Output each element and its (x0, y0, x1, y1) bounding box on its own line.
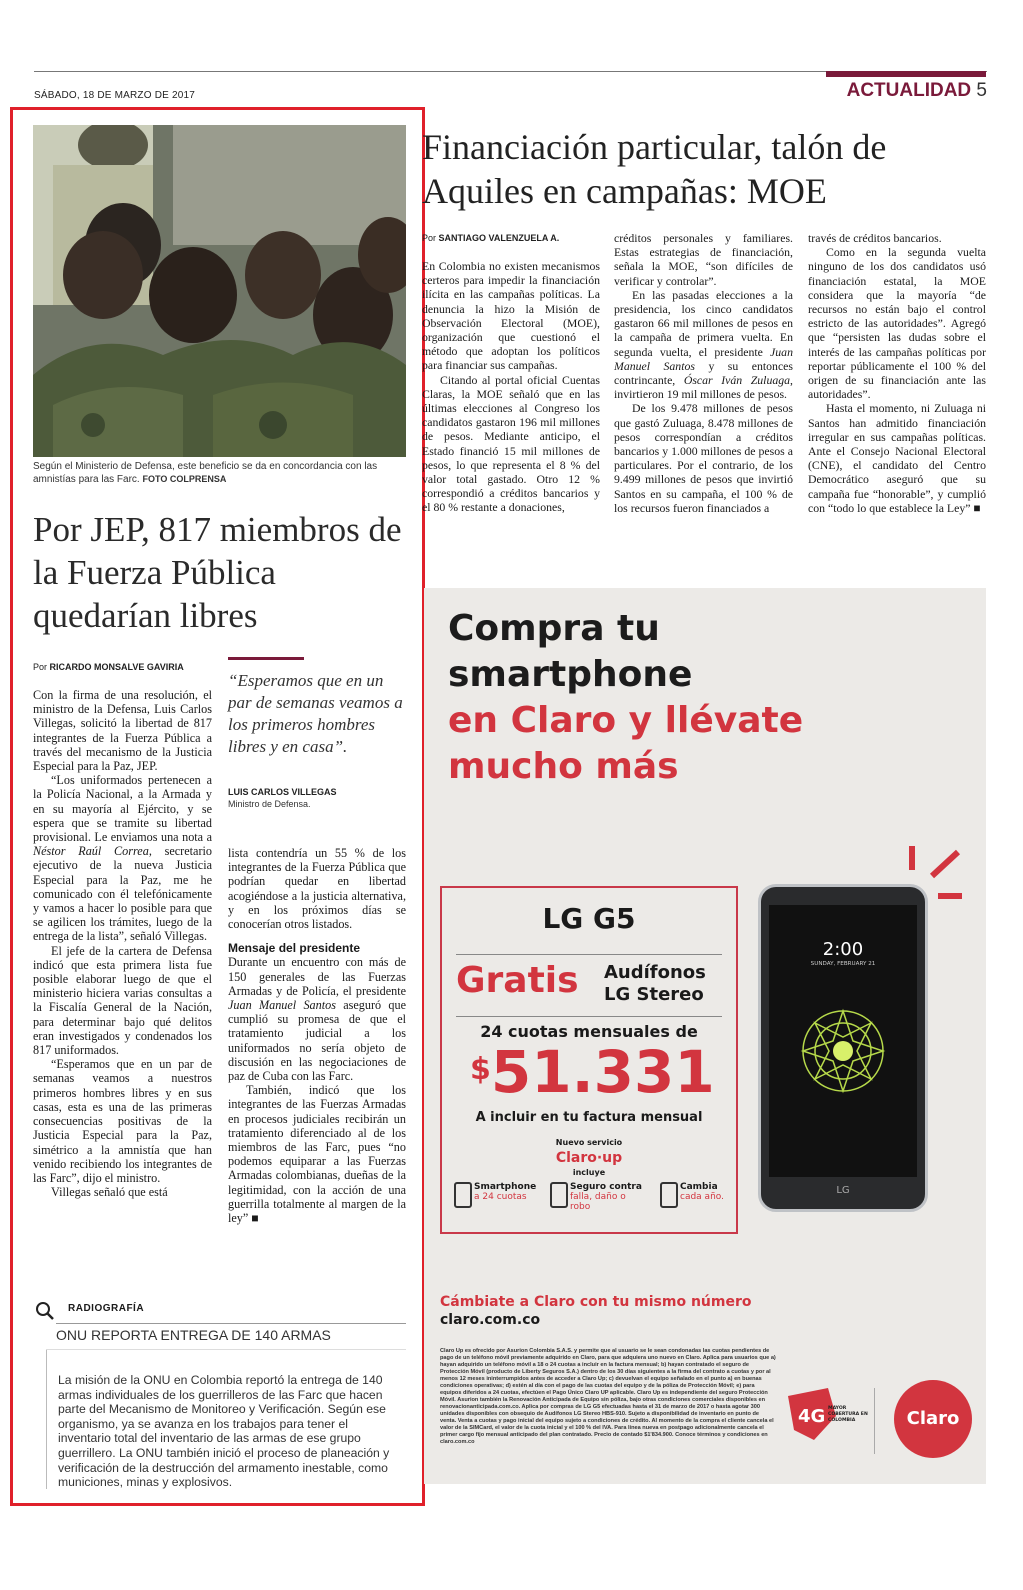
ad-gratis: Gratis (456, 960, 579, 1001)
feature-title: Cambia (680, 1182, 718, 1192)
4g-label: 4G (798, 1406, 826, 1427)
pull-quote: “Esperamos que en un par de semanas veamos a los primeros hombres libres y en casa”. (228, 671, 403, 756)
feature-title: Smartphone (474, 1182, 537, 1192)
person-name: Juan Manuel Santos (228, 998, 336, 1013)
ad-incluir: A incluir en tu factura mensual (475, 1110, 703, 1125)
ad-incluye: incluye (572, 1168, 606, 1177)
ad-price (470, 1038, 715, 1106)
lg-g5-phone-image (758, 884, 928, 1212)
radiografia-text: La misión de la ONU en Colombia reportó la entrega de 140 armas individuales de los guerrilleros de las Farc que hacen parte del Mecanismo de Monitoreo y Verificación. Según ese organismo, ya se avanza en los trabajos para tener el inventario total del inventario de las armas de ese grupo guerrillero. La ONU también inició el proceso de planeación y verificación de la destrucción del armamento inestable, como municiones, minas y explosivos. (58, 1373, 390, 1490)
left-article-column-1 (33, 688, 212, 1199)
person-name: Óscar Iván Zuluaga (683, 373, 791, 388)
ad-legal-text: Claro Up es ofrecido por Asurion Colombia S.A.S. y permite que al usuario se le sean condonadas las cuotas pendientes de pago de un teléfono móvil previamente adquirido en Claro, para que adquiera uno nuevo en Claro. Aplica para usuarios que a) hayan adquirido un teléfono móvil a 18 o 24 cuotas a incluir en la factura mensual; b) hayan contratado el seguro de Protección Móvil (producto de Liberty Seguros S.A.) dentro de los 30 días siguientes a la firma del contrato a cuotas y por al menos 12 meses ininterrumpidos antes de acceder a Claro Up; c) devuelvan el equipo señalado en el punto a) en buenas condiciones operativas; d) estén al día con el pago de las cuotas del equipo y de la póliza de Protección Móvil; e) para equipos diferidos a 24 cuotas, efectúen el Pago Único Claro UP aplicable. Claro Up es independiente del seguro Protección Móvil. Asurion también la Renovación Anticipada de Equipo sin póliza, bajo otras condiciones comerciales disponibles en renovacionanticipada.com.co. Aplica por compras de LG G5 efectuadas hasta el 31 de marzo de 2017 o hasta agotar 300 unidades disponibles con obsequio de Audífonos LG Stereo HBS-910. Sujeto a disponibilidad de inventario en punto de venta. Venta a cuotas y pago inicial del equipo sujeto a condiciones de crédito. Al momento de la compra el cliente cancela el valor de la SIMCard, el valor de la cuota inicial y el 100 % del IVA. Para línea nueva en postpago adicionalmente cancela el primer cargo fijo mensual anticipado del plan contratado. Precio de contado $1'834.900. Conoce términos y condiciones en claro.com.co (440, 1348, 776, 1445)
mandala-graphic (793, 1001, 893, 1101)
ad-url[interactable]: claro.com.co (440, 1312, 541, 1328)
paragraph: Como en la segunda vuelta ninguno de los dos candidatos usó financiación estatal, la MOE considera que la mayoría “de recursos no están bajo el control estricto de las autoridades”. Agregó que “persisten las dudas sobre el interés de las campañas políticas por reportar públicamente el 100 % del origen de su financiación ante las autoridades”. (808, 245, 986, 402)
4g-caption: MAYOR COBERTURA EN COLOMBIA (828, 1406, 868, 1423)
phone-screen (769, 905, 917, 1177)
feature-sub: a 24 cuotas (474, 1192, 527, 1202)
paragraph: través de créditos bancarios. (808, 231, 942, 245)
price-value: 51.331 (490, 1038, 715, 1106)
left-headline: Por JEP, 817 miembros de la Fuerza Pública quedarían libres (33, 510, 402, 635)
left-article-column-2 (228, 846, 406, 1225)
quote-role: Ministro de Defensa. (228, 799, 311, 809)
quote-author: LUIS CARLOS VILLEGAS (228, 787, 337, 797)
right-byline (422, 233, 559, 243)
quote-bar (228, 657, 304, 660)
phone-icon (454, 1182, 472, 1208)
paragraph: créditos personales y familiares. Estas estrategias de financiación, señala la MOE, “son difíciles de verificar y controlar”. (614, 231, 793, 288)
paragraph: En las pasadas elecciones a la presidencia, los cinco candidatos gastaron 66 mil millones de pesos en la campaña de primera vuelta. En segunda vuelta, el presidente Juan Manuel Santos y su entonces contrincante, Óscar Iván Zuluaga, invirtieron 19 mil millones de pesos. (614, 287, 794, 402)
feature-sub: falla, daño o robo (570, 1192, 626, 1212)
section-title (847, 80, 987, 102)
ad-audifonos-line: LG Stereo (604, 984, 704, 1005)
phone-time: 2:00 (822, 939, 864, 960)
soldiers-photo (33, 125, 406, 457)
byline-prefix: Por (422, 233, 437, 243)
issue-date: SÁBADO, 18 DE MARZO DE 2017 (34, 90, 196, 101)
photo-credit: FOTO COLPRENSA (142, 474, 227, 484)
left-byline (33, 662, 184, 672)
radiografia-box-top (46, 1349, 406, 1350)
byline-author: SANTIAGO VALENZUELA A. (438, 233, 560, 243)
paragraph: Villegas señaló que está (51, 1185, 168, 1200)
feature-seguro (570, 1182, 644, 1212)
ad-cambiate: Cámbiate a Claro con tu mismo número (440, 1294, 752, 1310)
magnifier-icon (34, 1300, 56, 1322)
person-name: Néstor Raúl Correa (33, 844, 149, 859)
currency-symbol: $ (470, 1052, 491, 1087)
paragraph: “Los uniformados pertenecen a la Policía Nacional, a la Armada y en su mayoría al Ejército, y se espera que se tramite su libertad provisional. Le enviamos una nota a Néstor Raúl Correa, secretario ejecutivo de la nueva Justicia Especial para la Paz, me he comunicado con él telefónicamente y vamos a hacer lo posible para que se agilicen los trámites, luego de la entrega de la lista”, señaló Villegas. (33, 773, 212, 944)
ad-headline-line: Compra tu (448, 608, 660, 649)
phone-brand: LG (836, 1185, 850, 1196)
section-color-bar (826, 71, 986, 77)
ad-nuevo-servicio: Nuevo servicio (555, 1138, 623, 1147)
feature-sub: cada año. (680, 1192, 724, 1202)
paragraph: “Esperamos que en un par de semanas veamos a nuestros primeros hombres libres y en sus casas, esta es una de las primeras consecuencias positivas de la Justicia Especial para la Paz, simétrico a la amnistía que han venido recibiendo los integrantes de las Farc”, dijo el ministro. (33, 1057, 212, 1185)
section-name: ACTUALIDAD (846, 80, 972, 101)
paragraph: Hasta el momento, ni Zuluaga ni Santos han admitido financiación irregular en sus campañas políticas. Ante el Consejo Nacional Electoral (CNE), el candidato del Centro Democrático aseguró que su campaña fue “honorable”, y cumplió con “todo lo que establece la Ley” ■ (808, 401, 986, 515)
right-article-column-1 (422, 259, 600, 515)
paragraph: El jefe de la cartera de Defensa indicó que esta primera lista fue posible elaborar luego de que el ministerio hiciera varias consultas a la Fiscalía General de la Nación, para determinar bajo qué delitos eran investigados y condenados los 817 uniformados. (33, 943, 212, 1058)
person-name: Juan Manuel Santos (614, 344, 793, 373)
byline-prefix: Por (33, 662, 48, 672)
paragraph: También, indicó que los integrantes de las Fuerzas Armadas en procesos judiciales recibirán un tratamiento diferenciado al de los miembros de las Farc, pues “no podemos equiparar a las Fuerzas Armadas colombianas, dueñas de la legitimidad, con la acción de una guerrilla totalmente al margen de la ley” ■ (228, 1083, 406, 1226)
feature-cambia (680, 1182, 724, 1202)
lock-icon (550, 1182, 568, 1208)
caption-text: Según el Ministerio de Defensa, este beneficio se da en concordancia con las amnistías para las Farc. (33, 461, 378, 485)
radiografia-title: ONU REPORTA ENTREGA DE 140 ARMAS (56, 1327, 331, 1343)
radiografia-rule (56, 1323, 406, 1324)
claro-advertisement[interactable] (424, 588, 986, 1484)
ad-headline-line: en Claro y llévate (448, 700, 804, 741)
phone-date: SUNDAY, FEBRUARY 21 (810, 961, 876, 967)
page-number: 5 (976, 80, 987, 101)
soldiers-illustration (33, 125, 406, 457)
right-article-column-3 (808, 231, 986, 515)
ad-cuotas: 24 cuotas mensuales de (480, 1022, 698, 1041)
paragraph: Con la firma de una resolución, el ministro de la Defensa, Luis Carlos Villegas, solicitó la libertad de 817 integrantes de la Fuerza Pública a través del mecanismo de la Justicia Especial para la Paz, JEP. (33, 688, 212, 774)
byline-author: RICARDO MONSALVE GAVIRIA (49, 662, 184, 672)
ad-product-name: LG G5 (542, 902, 636, 935)
divider (456, 1016, 722, 1017)
radiografia-label: RADIOGRAFÍA (68, 1303, 145, 1314)
paragraph: De los 9.478 millones de pesos que gastó Zuluaga, 8.478 millones de pesos correspondían a créditos bancarios y 1.000 millones de pesos a particulares. Por el contrario, de los 9.499 millones de pesos que invirtió Santos en su campaña, el 100 % de los recursos fueron financiados a (614, 401, 793, 515)
subhead: Mensaje del presidente (228, 941, 361, 956)
ad-offer-card (440, 886, 738, 1234)
ad-headline-line: mucho más (448, 746, 679, 787)
feature-smartphone (474, 1182, 536, 1202)
ad-audifonos-line: Audífonos (604, 962, 706, 983)
right-headline: Financiación particular, talón de Aquiles en campañas: MOE (422, 127, 887, 211)
claro-logo: Claro (894, 1380, 972, 1458)
phone-swap-icon (660, 1182, 678, 1208)
divider (456, 954, 722, 955)
ad-headline (448, 606, 803, 790)
ad-headline-line: smartphone (448, 654, 693, 695)
divider (874, 1388, 875, 1454)
radiografia-box-edge (46, 1349, 47, 1489)
feature-title: Seguro contra (570, 1182, 642, 1192)
paragraph: En Colombia no existen mecanismos certeros para impedir la financiación ilícita en las campañas políticas. La denuncia la hizo la Misión de Observación Electoral (MOE), organización que cuestionó el método que adoptan los políticos para financiar sus campañas. (422, 259, 600, 373)
paragraph: lista contendría un 55 % de los integrantes de la Fuerza Pública que podrían quedar en libertad acogiéndose a la justicia alternativa, y en los próximos días se conocerían otros listados. (228, 846, 406, 932)
paragraph: Citando al portal oficial Cuentas Claras, la MOE señaló que en las últimas elecciones al Congreso los candidatos gastaron 196 mil millones de pesos. Mediante anticipo, el Estado financió 15 mil millones de pesos, lo que representa el 8 % del valor total gastado. Otro 12 % correspondió a créditos bancarios y el 80 % restante a donaciones, (422, 372, 600, 515)
ad-audifonos (604, 962, 706, 1006)
photo-caption (33, 460, 405, 486)
claro-up-logo: Claro·up (555, 1150, 623, 1166)
right-article-column-2 (614, 231, 793, 515)
paragraph: Durante un encuentro con más de 150 generales de las Fuerzas Armadas y de Policía, el presidente Juan Manuel Santos aseguró que cumplió su promesa de que el tratamiento judicial a los uniformados no sería objeto de discusión en las negociaciones de paz de Cuba con las Farc. (228, 955, 406, 1084)
